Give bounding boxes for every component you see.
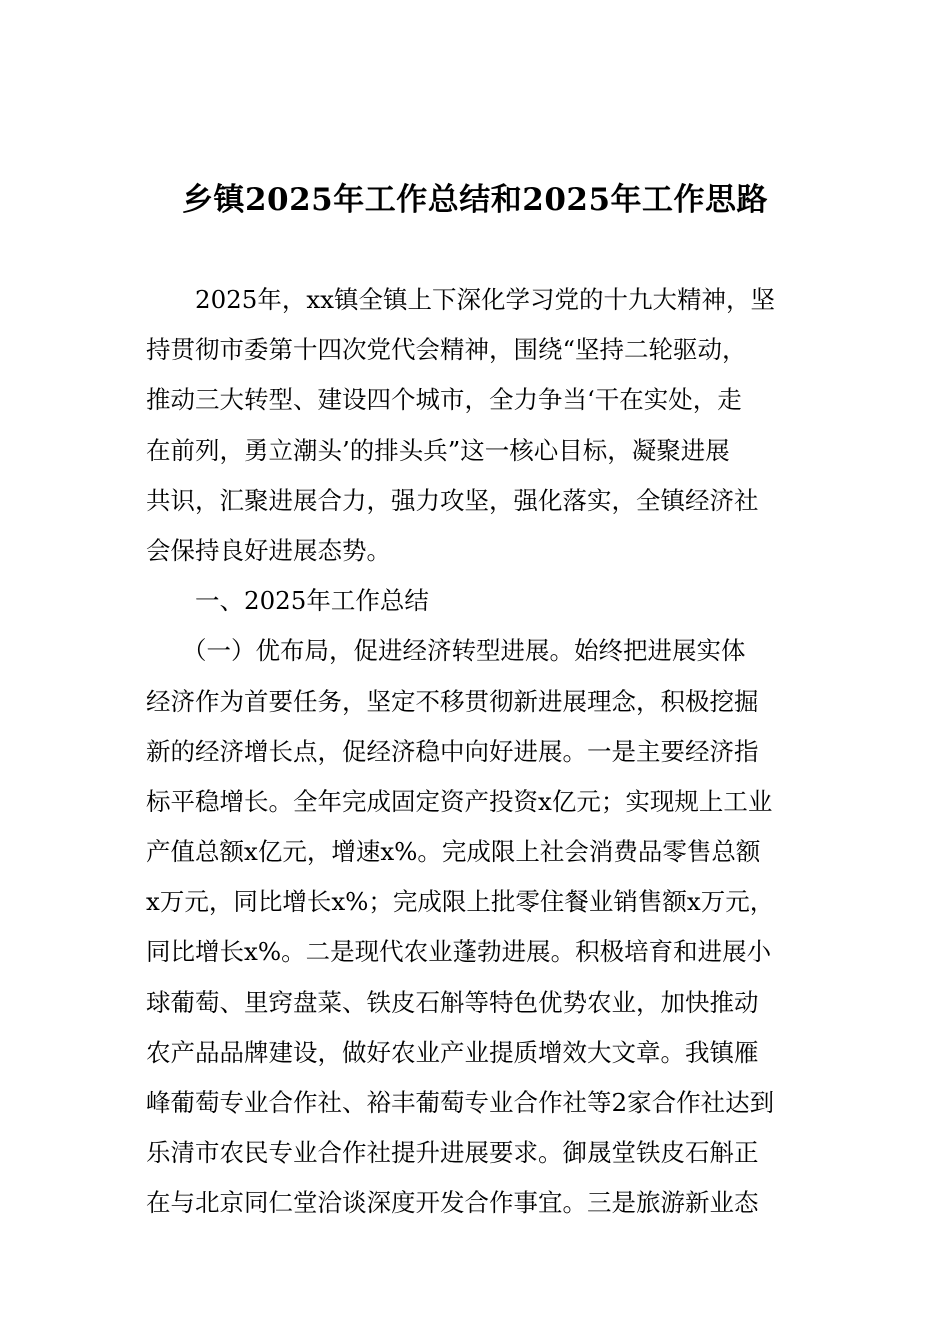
- section-heading: 一、2025年工作总结: [195, 586, 429, 616]
- text-line: 会保持良好进展态势。: [146, 535, 391, 565]
- text-line: 推动三大转型、建设四个城市，全力争当‘干在实处，走: [146, 385, 742, 415]
- text-line: 经济作为首要任务，坚定不移贯彻新进展理念，积极挖掘: [146, 686, 759, 716]
- text-line: 在与北京同仁堂洽谈深度开发合作事宜。三是旅游新业态: [146, 1188, 759, 1218]
- document-body: [146, 275, 826, 1229]
- text-line: （一）优布局，促进经济转型进展。始终把进展实体: [182, 636, 746, 666]
- text-line: 产值总额x亿元，增速x%。完成限上社会消费品零售总额: [146, 837, 761, 867]
- document-title: 乡镇2025年工作总结和2025年工作思路: [181, 182, 769, 218]
- text-line: x万元，同比增长x%；完成限上批零住餐业销售额x万元，: [146, 887, 775, 917]
- text-line: 在前列，勇立潮头’的排头兵”这一核心目标，凝聚进展: [146, 435, 730, 465]
- text-line: 新的经济增长点，促经济稳中向好进展。一是主要经济指: [146, 736, 759, 766]
- text-line: 共识，汇聚进展合力，强力攻坚，强化落实，全镇经济社: [146, 485, 759, 515]
- text-line: 农产品品牌建设，做好农业产业提质增效大文章。我镇雁: [146, 1037, 759, 1067]
- text-line: 持贯彻市委第十四次党代会精神，围绕“坚持二轮驱动，: [146, 335, 747, 365]
- text-line: 同比增长x%。二是现代农业蓬勃进展。积极培育和进展小: [146, 937, 772, 967]
- text-line: 标平稳增长。全年完成固定资产投资x亿元；实现规上工业: [146, 786, 773, 816]
- text-line: 乐清市农民专业合作社提升进展要求。御晟堂铁皮石斛正: [146, 1138, 759, 1168]
- text-line: 2025年，xx镇全镇上下深化学习党的十九大精神，坚: [195, 285, 775, 314]
- text-line: 球葡萄、里窍盘菜、铁皮石斛等特色优势农业，加快推动: [146, 987, 759, 1017]
- text-line: 峰葡萄专业合作社、裕丰葡萄专业合作社等2家合作社达到: [146, 1088, 775, 1117]
